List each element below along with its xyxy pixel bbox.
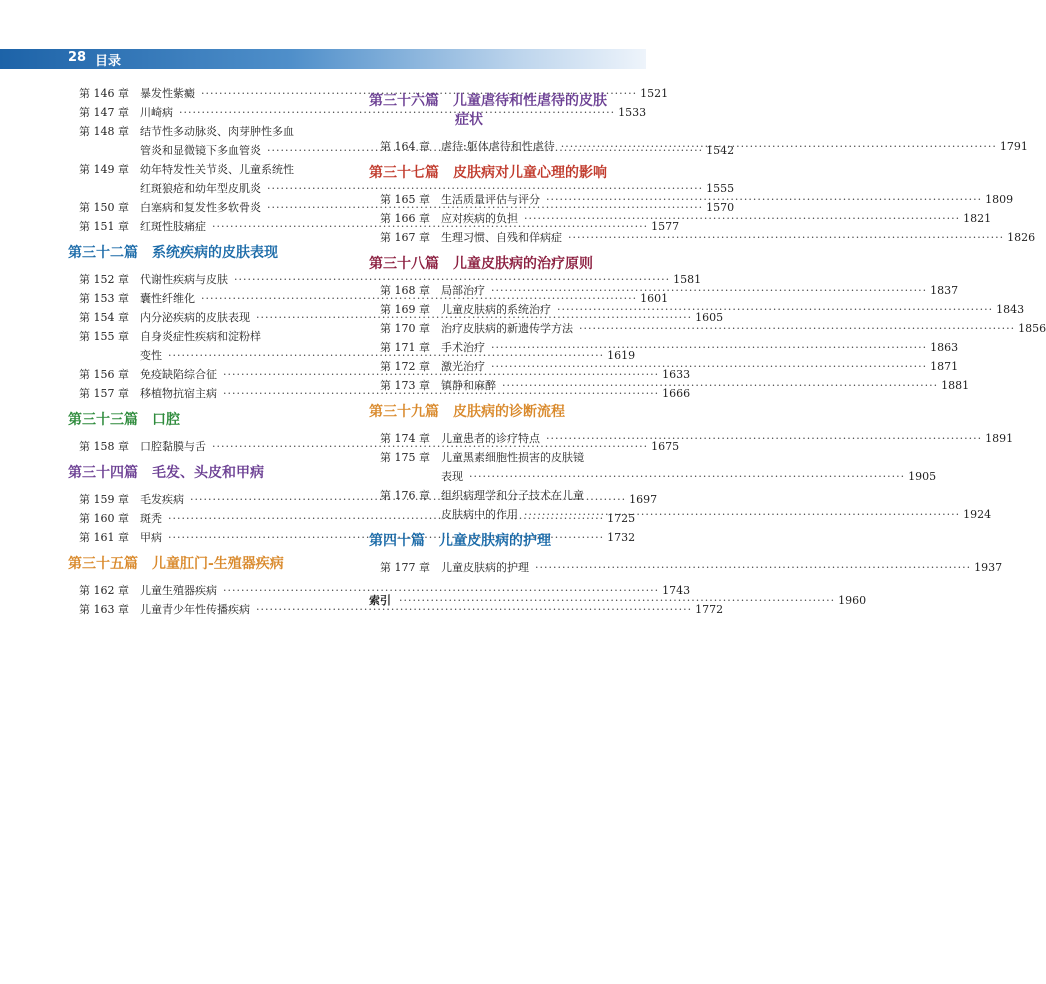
chapter-number: 第 167 章 [380,231,430,244]
chapter-title: 应对疾病的负担 [441,212,518,225]
page-number: 28 [68,50,87,65]
chapter-title: 皮肤病中的作用 [441,508,518,521]
page-ref: 1743 [662,584,691,597]
page-ref: 1772 [695,603,724,616]
chapter-title: 儿童黑素细胞性损害的皮肤镜 [441,451,584,464]
chapter-title: 生理习惯、自残和佯病症 [441,231,562,244]
page-ref: 1666 [662,387,691,400]
chapter-title: 红斑性肢痛症 [140,220,206,233]
chapter-title: 管炎和显微镜下多血管炎 [140,144,261,157]
leader-dots [546,429,982,448]
chapter-number: 第 165 章 [380,193,430,206]
page-ref: 1891 [985,432,1014,445]
chapter-title: 儿童皮肤病的系统治疗 [441,303,551,316]
chapter-title: 川崎病 [140,106,173,119]
chapter-number: 第 169 章 [380,303,430,316]
page-ref: 1725 [607,512,636,525]
chapter-number: 第 160 章 [79,512,129,525]
chapter-number: 第 149 章 [79,163,129,176]
chapter-title: 暴发性紫癜 [140,87,195,100]
page-ref: 1619 [607,349,636,362]
part-heading-37: 第三十七篇 皮肤病对儿童心理的影响 [369,165,607,181]
page-ref: 1533 [618,106,647,119]
chapter-title: 局部治疗 [441,284,485,297]
chapter-number: 第 159 章 [79,493,129,506]
part-heading-34: 第三十四篇 毛发、头皮和甲病 [68,465,264,481]
page-ref: 1826 [1007,231,1036,244]
chapter-number: 第 177 章 [380,561,430,574]
chapter-number: 第 155 章 [79,330,129,343]
chapter-number: 第 157 章 [79,387,129,400]
chapter-number: 第 146 章 [79,87,129,100]
chapter-title: 幼年特发性关节炎、儿童系统性 [140,163,294,176]
page-ref: 1837 [930,284,959,297]
chapter-number: 第 166 章 [380,212,430,225]
part-heading-32: 第三十二篇 系统疾病的皮肤表现 [68,245,278,261]
leader-dots [502,376,938,395]
chapter-title: 激光治疗 [441,360,485,373]
toc-entry[interactable] [369,338,959,357]
leader-dots [557,300,993,319]
chapter-title: 毛发疾病 [140,493,184,506]
page-ref: 1937 [974,561,1003,574]
page-ref: 1821 [963,212,992,225]
toc-entry[interactable] [369,319,1046,338]
leader-dots [546,190,982,209]
leader-dots [491,281,927,300]
chapter-number: 第 162 章 [79,584,129,597]
chapter-number: 第 176 章 [380,489,430,502]
chapter-title: 甲病 [140,531,162,544]
page-ref: 1675 [651,440,680,453]
toc-entry[interactable] [369,558,1003,577]
leader-dots [399,591,835,610]
chapter-title: 结节性多动脉炎、肉芽肿性多血 [140,125,294,138]
chapter-title: 生活质量评估与评分 [441,193,540,206]
chapter-title: 手术治疗 [441,341,485,354]
leader-dots [524,209,960,228]
part-heading-36-cont: 症状 [455,112,483,128]
page-ref: 1570 [706,201,735,214]
chapter-number: 第 164 章 [380,140,430,153]
page-ref: 1633 [662,368,691,381]
chapter-title: 组织病理学和分子技术在儿童 [441,489,584,502]
index-page: 1960 [838,594,867,607]
index-label: 索引 [369,594,391,607]
page-ref: 1605 [695,311,724,324]
part-heading-39: 第三十九篇 皮肤病的诊断流程 [369,404,565,420]
chapter-title: 自身炎症性疾病和淀粉样 [140,330,261,343]
part-40-entries [369,558,1003,577]
part-heading-35: 第三十五篇 儿童肛门-生殖器疾病 [68,556,284,572]
leader-dots [579,319,1015,338]
chapter-number: 第 161 章 [79,531,129,544]
leader-dots [491,338,927,357]
leader-dots [491,357,927,376]
chapter-title: 儿童患者的诊疗特点 [441,432,540,445]
part-heading-38: 第三十八篇 儿童皮肤病的治疗原则 [369,256,593,272]
chapter-number: 第 173 章 [380,379,430,392]
page-ref: 1843 [996,303,1025,316]
part-heading-33: 第三十三篇 口腔 [68,412,180,428]
chapter-number: 第 148 章 [79,125,129,138]
chapter-title: 斑秃 [140,512,162,525]
leader-dots [469,467,905,486]
page-ref: 1697 [629,493,658,506]
page-ref: 1577 [651,220,680,233]
chapter-title: 红斑狼疮和幼年型皮肌炎 [140,182,261,195]
toc-entry[interactable] [68,270,702,289]
page-ref: 1581 [673,273,702,286]
chapter-number: 第 158 章 [79,440,129,453]
page-ref: 1905 [908,470,937,483]
chapter-number: 第 156 章 [79,368,129,381]
chapter-number: 第 171 章 [380,341,430,354]
chapter-title: 儿童生殖器疾病 [140,584,217,597]
chapter-title: 白塞病和复发性多软骨炎 [140,201,261,214]
chapter-title: 变性 [140,349,162,362]
chapter-number: 第 172 章 [380,360,430,373]
part-heading-36: 第三十六篇 儿童虐待和性虐待的皮肤 [369,93,607,109]
leader-dots [568,228,1004,247]
page-ref: 1732 [607,531,636,544]
toc-entry[interactable] [369,486,992,524]
leader-dots [535,558,971,577]
chapter-title: 移植物抗宿主病 [140,387,217,400]
page-header [0,49,646,69]
chapter-title: 治疗皮肤病的新遗传学方法 [441,322,573,335]
chapter-number: 第 174 章 [380,432,430,445]
toc-entry[interactable] [369,228,1036,247]
leader-dots [524,505,960,524]
chapter-title: 儿童皮肤病的护理 [441,561,529,574]
chapter-title: 口腔黏膜与舌 [140,440,206,453]
chapter-number: 第 153 章 [79,292,129,305]
page-ref: 1881 [941,379,970,392]
part-heading-40: 第四十篇 儿童皮肤病的护理 [369,533,551,549]
chapter-number: 第 154 章 [79,311,129,324]
chapter-title: 虐待:躯体虐待和性虐待 [441,140,555,153]
chapter-number: 第 150 章 [79,201,129,214]
chapter-number: 第 170 章 [380,322,430,335]
chapter-number: 第 152 章 [79,273,129,286]
chapter-title: 镇静和麻醉 [441,379,496,392]
page-ref: 1856 [1018,322,1046,335]
chapter-title: 代谢性疾病与皮肤 [140,273,228,286]
chapter-number: 第 163 章 [79,603,129,616]
chapter-number: 第 175 章 [380,451,430,464]
toc-entry[interactable] [68,581,691,600]
leader-dots [561,137,997,156]
page-ref: 1871 [930,360,959,373]
page-ref: 1924 [963,508,992,521]
page-ref: 1555 [706,182,735,195]
chapter-number: 第 147 章 [79,106,129,119]
chapter-title: 内分泌疾病的皮肤表现 [140,311,250,324]
chapter-title: 免疫缺陷综合征 [140,368,217,381]
page-ref: 1521 [640,87,669,100]
page-ref: 1601 [640,292,669,305]
chapter-title: 儿童青少年性传播疾病 [140,603,250,616]
chapter-number: 第 168 章 [380,284,430,297]
page-ref: 1791 [999,140,1028,153]
chapter-title: 囊性纤维化 [140,292,195,305]
page-title: 目录 [95,54,122,69]
chapter-number: 第 151 章 [79,220,129,233]
page-ref: 1809 [985,193,1014,206]
page-ref: 1863 [930,341,959,354]
page-ref: 1542 [706,144,735,157]
toc-entry[interactable] [369,448,937,486]
chapter-title: 表现 [441,470,463,483]
